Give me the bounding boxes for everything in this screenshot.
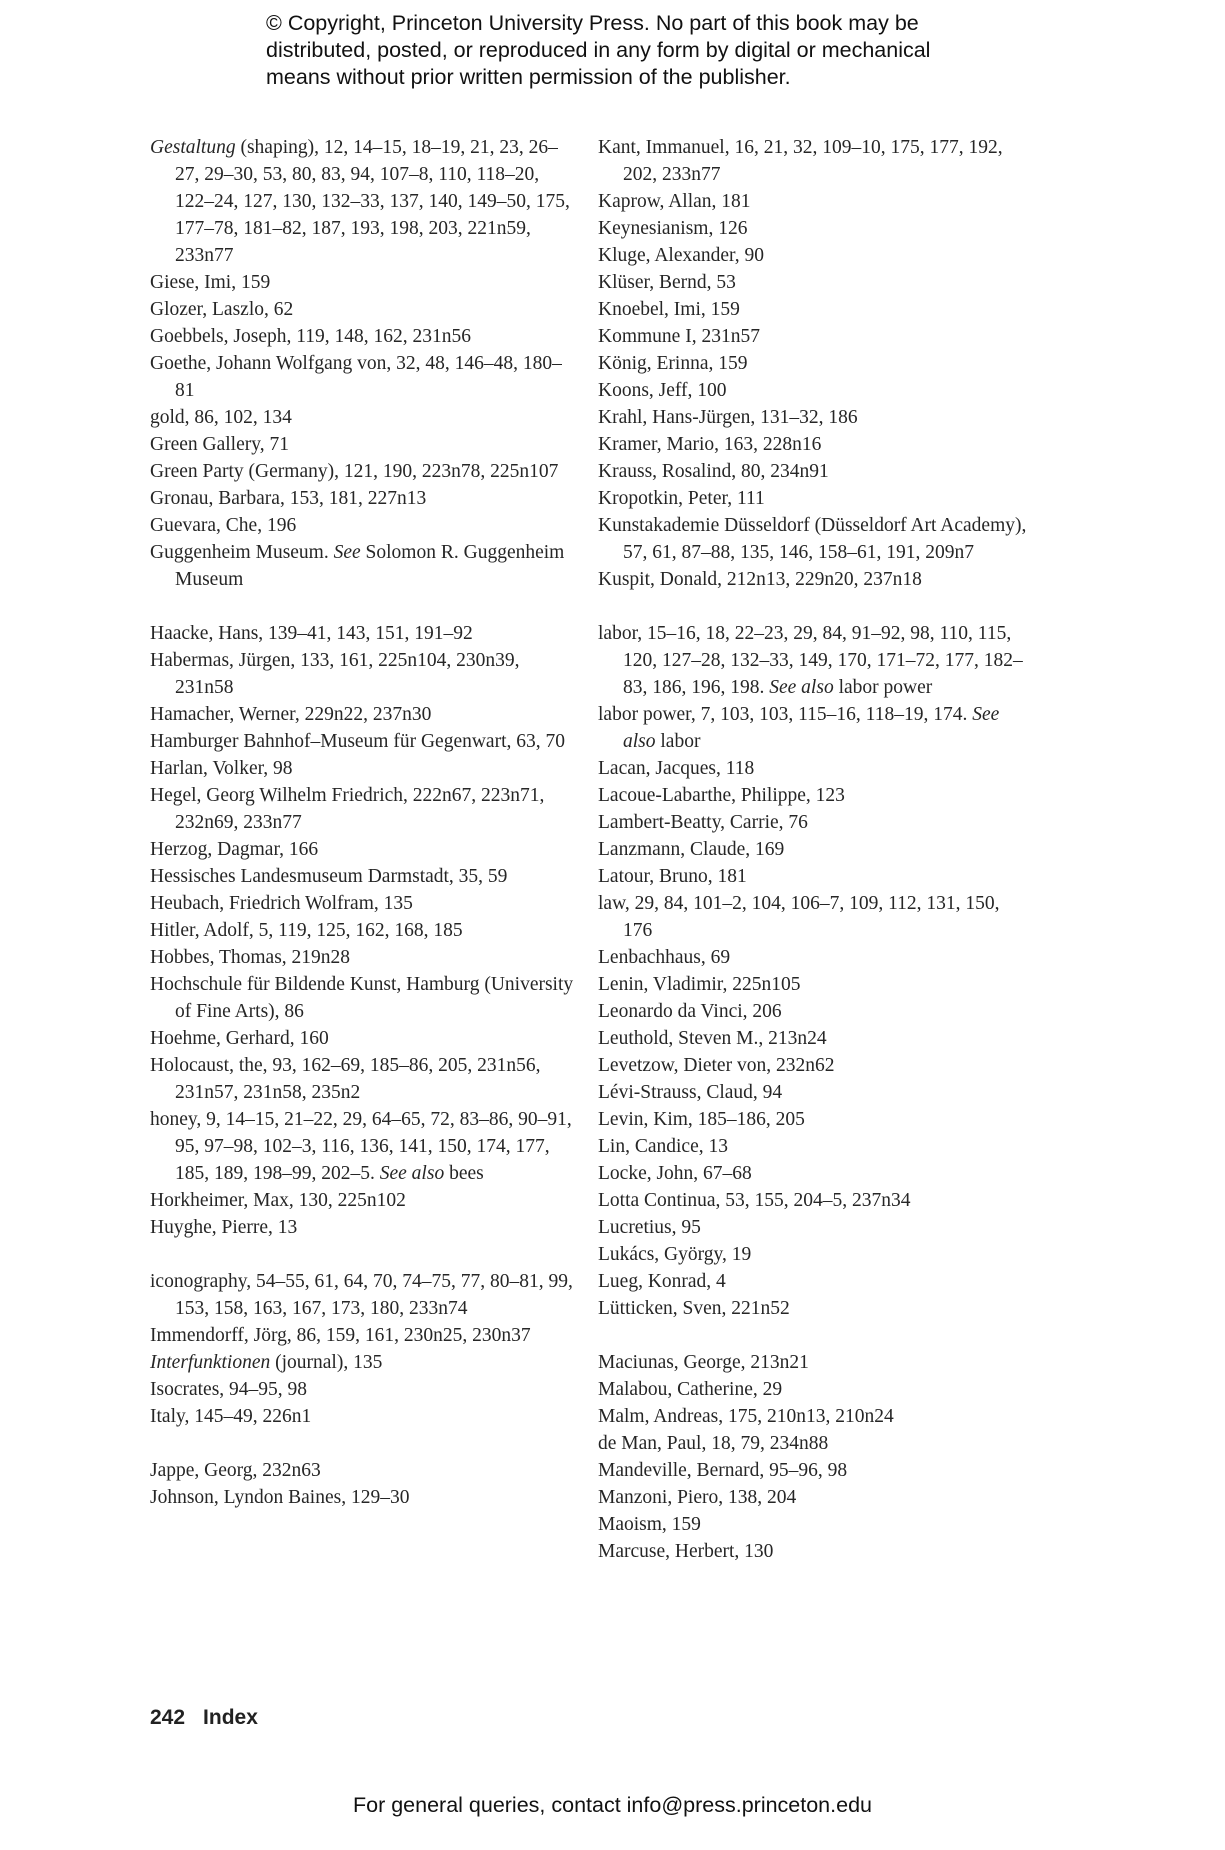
entry-text: Kramer, Mario, 163, 228n16 [598,434,822,455]
index-entry [150,296,580,323]
index-entry [598,836,1028,863]
index-entry [598,1430,1028,1457]
index-entry [598,701,1028,755]
entry-text: Kuspit, Donald, 212n13, 229n20, 237n18 [598,569,922,590]
entry-text: Kommune I, 231n57 [598,326,760,347]
entry-text: Malm, Andreas, 175, 210n13, 210n24 [598,1406,894,1427]
index-entry [150,1025,580,1052]
entry-text: Levetzow, Dieter von, 232n62 [598,1055,835,1076]
entry-text: labor, 15–16, 18, 22–23, 29, 84, 91–92, 98, 110, 115, 120, 127–28, 132–33, 149, 170, 171–72, 177, 182–83, 186, 196, 198. [598,623,1023,698]
entry-text: Glozer, Laszlo, 62 [150,299,294,320]
entry-text: Guevara, Che, 196 [150,515,297,536]
index-entry [150,890,580,917]
page-number: 242 [150,1706,186,1729]
index-letter-gap [150,1241,580,1268]
index-entry [150,1106,580,1187]
entry-text: Kluge, Alexander, 90 [598,245,765,266]
entry-text: Lévi-Strauss, Claud, 94 [598,1082,783,1103]
index-entry [598,134,1028,188]
entry-text: Hessisches Landesmuseum Darmstadt, 35, 59 [150,866,508,887]
index-entry [150,1268,580,1322]
entry-text: Goethe, Johann Wolfgang von, 32, 48, 146–48, 180–81 [150,353,562,401]
index-entry [598,998,1028,1025]
entry-text: law, 29, 84, 101–2, 104, 106–7, 109, 112, 131, 150, 176 [598,893,1000,941]
entry-text: Lambert-Beatty, Carrie, 76 [598,812,808,833]
index-column-left [150,134,580,1511]
contact-notice: For general queries, contact info@press.princeton.edu [352,1793,872,1817]
index-entry [150,458,580,485]
entry-text: Kunstakademie Düsseldorf (Düsseldorf Art Academy), 57, 61, 87–88, 135, 146, 158–61, 191, 209n7 [598,515,1027,563]
index-entry [150,1457,580,1484]
index-entry [598,1052,1028,1079]
entry-text: Lueg, Konrad, 4 [598,1271,726,1292]
index-column-right [598,134,1028,1565]
index-entry [150,350,580,404]
index-entry [598,620,1028,701]
entry-text: Mandeville, Bernard, 95–96, 98 [598,1460,848,1481]
entry-text: König, Erinna, 159 [598,353,748,374]
entry-text: Holocaust, the, 93, 162–69, 185–86, 205, 231n56, 231n57, 231n58, 235n2 [150,1055,541,1103]
page-footer [150,1706,258,1730]
entry-text: Hamburger Bahnhof–Museum für Gegenwart, 63, 70 [150,731,566,752]
entry-text: Green Party (Germany), 121, 190, 223n78, 225n107 [150,461,559,482]
index-entry [150,134,580,269]
entry-text: Knoebel, Imi, 159 [598,299,740,320]
index-entry [598,1484,1028,1511]
entry-text: Lacoue-Labarthe, Philippe, 123 [598,785,845,806]
entry-text: Levin, Kim, 185–186, 205 [598,1109,805,1130]
entry-text: Lucretius, 95 [598,1217,701,1238]
entry-text: Immendorff, Jörg, 86, 159, 161, 230n25, 230n37 [150,1325,531,1346]
entry-text: Giese, Imi, 159 [150,272,271,293]
entry-text: Hegel, Georg Wilhelm Friedrich, 222n67, 223n71, 232n69, 233n77 [150,785,545,833]
entry-text: (journal), 135 [270,1352,383,1373]
index-entry [150,836,580,863]
entry-reference-target: labor [655,731,701,752]
entry-text: Latour, Bruno, 181 [598,866,747,887]
index-entry [150,755,580,782]
entry-text: Hoehme, Gerhard, 160 [150,1028,329,1049]
entry-cross-reference: See also [769,677,834,698]
entry-text: gold, 86, 102, 134 [150,407,292,428]
index-entry [598,1214,1028,1241]
section-title: Index [203,1706,258,1729]
copyright-line: means without prior written permission of the publisher. [266,65,791,89]
index-entry [150,782,580,836]
index-entry [598,1295,1028,1322]
entry-text: Kropotkin, Peter, 111 [598,488,765,509]
copyright-line: © Copyright, Princeton University Press. No part of this book may be [266,11,919,35]
index-entry [598,890,1028,944]
index-entry [150,431,580,458]
entry-text: Maciunas, George, 213n21 [598,1352,809,1373]
entry-text: Klüser, Bernd, 53 [598,272,736,293]
entry-text: Leuthold, Steven M., 213n24 [598,1028,827,1049]
entry-text: Lotta Continua, 53, 155, 204–5, 237n34 [598,1190,911,1211]
entry-text: Jappe, Georg, 232n63 [150,1460,321,1481]
index-entry [150,701,580,728]
index-entry [150,1214,580,1241]
entry-text: de Man, Paul, 18, 79, 234n88 [598,1433,829,1454]
entry-text: Hobbes, Thomas, 219n28 [150,947,351,968]
entry-text: Italy, 145–49, 226n1 [150,1406,312,1427]
entry-text: Manzoni, Piero, 138, 204 [598,1487,797,1508]
index-entry [598,242,1028,269]
index-entry [598,1187,1028,1214]
entry-text: iconography, 54–55, 61, 64, 70, 74–75, 77, 80–81, 99, 153, 158, 163, 167, 173, 180, 233n74 [150,1271,573,1319]
index-letter-gap [598,593,1028,620]
entry-italic-term: Interfunktionen [150,1352,271,1373]
index-entry [598,1511,1028,1538]
index-entry [150,485,580,512]
index-entry [150,917,580,944]
entry-text: Haacke, Hans, 139–41, 143, 151, 191–92 [150,623,473,644]
entry-text: (shaping), 12, 14–15, 18–19, 21, 23, 26–27, 29–30, 53, 80, 83, 94, 107–8, 110, 118–20, 122–24, 127, 130, 132–33, 137, 140, 149–50, 175, 177–78, 181–82, 187, 193, 198, 203, 221n59, 233n77 [175,137,570,266]
copyright-line: distributed, posted, or reproduced in any form by digital or mechanical [266,38,931,62]
entry-text: Johnson, Lyndon Baines, 129–30 [150,1487,410,1508]
entry-text: Maoism, 159 [598,1514,701,1535]
index-entry [150,269,580,296]
index-entry [598,755,1028,782]
entry-text: Harlan, Volker, 98 [150,758,293,779]
index-entry [598,863,1028,890]
entry-reference-target: Solomon R. Guggenheim Museum [175,542,565,590]
entry-text: Hamacher, Werner, 229n22, 237n30 [150,704,432,725]
entry-text: Lin, Candice, 13 [598,1136,728,1157]
entry-italic-term: Gestaltung [150,137,236,158]
index-entry [150,1484,580,1511]
index-entry [598,1025,1028,1052]
entry-text: Locke, John, 67–68 [598,1163,752,1184]
entry-text: Hochschule für Bildende Kunst, Hamburg (University of Fine Arts), 86 [150,974,574,1022]
index-entry [598,1133,1028,1160]
entry-text: Horkheimer, Max, 130, 225n102 [150,1190,406,1211]
index-entry [598,1106,1028,1133]
entry-text: Marcuse, Herbert, 130 [598,1541,774,1562]
entry-text: labor power, 7, 103, 103, 115–16, 118–19, 174. [598,704,973,725]
index-entry [598,566,1028,593]
entry-text: Herzog, Dagmar, 166 [150,839,319,860]
entry-text: Green Gallery, 71 [150,434,289,455]
entry-text: Lanzmann, Claude, 169 [598,839,785,860]
entry-text: Habermas, Jürgen, 133, 161, 225n104, 230n39, 231n58 [150,650,520,698]
index-letter-gap [150,1430,580,1457]
index-entry [598,809,1028,836]
entry-text: Kant, Immanuel, 16, 21, 32, 109–10, 175, 177, 192, 202, 233n77 [598,137,1003,185]
entry-text: Lenin, Vladimir, 225n105 [598,974,801,995]
entry-reference-target: bees [444,1163,484,1184]
entry-text: Gronau, Barbara, 153, 181, 227n13 [150,488,427,509]
index-entry [598,404,1028,431]
index-entry [150,863,580,890]
entry-text: Kaprow, Allan, 181 [598,191,751,212]
index-letter-gap [598,1322,1028,1349]
entry-text: Krahl, Hans-Jürgen, 131–32, 186 [598,407,858,428]
index-entry [598,1268,1028,1295]
index-entry [150,404,580,431]
entry-text: Lukács, György, 19 [598,1244,752,1265]
entry-text: Isocrates, 94–95, 98 [150,1379,308,1400]
index-entry [150,323,580,350]
index-entry [598,350,1028,377]
entry-reference-target: labor power [833,677,933,698]
index-entry [150,1376,580,1403]
index-entry [150,620,580,647]
entry-text: Goebbels, Joseph, 119, 148, 162, 231n56 [150,326,472,347]
entry-text: Lenbachhaus, 69 [598,947,731,968]
entry-cross-reference: See also [379,1163,445,1184]
entry-text: Keynesianism, 126 [598,218,748,239]
index-entry [598,431,1028,458]
entry-text: Huyghe, Pierre, 13 [150,1217,298,1238]
entry-text: Lacan, Jacques, 118 [598,758,755,779]
copyright-notice [266,10,986,91]
index-entry [598,296,1028,323]
index-entry [598,971,1028,998]
entry-text: Guggenheim Museum. [150,542,334,563]
index-entry [150,971,580,1025]
index-entry [150,944,580,971]
index-entry [598,188,1028,215]
index-letter-gap [150,593,580,620]
index-entry [598,1376,1028,1403]
index-entry [598,215,1028,242]
entry-text: Lütticken, Sven, 221n52 [598,1298,790,1319]
index-entry [150,1403,580,1430]
index-entry [150,539,580,593]
entry-text: Hitler, Adolf, 5, 119, 125, 162, 168, 185 [150,920,463,941]
index-entry [598,1349,1028,1376]
index-entry [598,1538,1028,1565]
index-entry [598,1457,1028,1484]
index-entry [598,1160,1028,1187]
index-entry [150,1052,580,1106]
index-entry [598,323,1028,350]
entry-text: Leonardo da Vinci, 206 [598,1001,782,1022]
index-entry [598,1241,1028,1268]
index-entry [598,458,1028,485]
index-entry [598,1403,1028,1430]
entry-text: honey, 9, 14–15, 21–22, 29, 64–65, 72, 83–86, 90–91, 95, 97–98, 102–3, 116, 136, 141, 150, 174, 177, 185, 189, 198–99, 202–5. [150,1109,572,1184]
entry-text: Heubach, Friedrich Wolfram, 135 [150,893,413,914]
index-entry [598,377,1028,404]
index-entry [150,1349,580,1376]
entry-text: Malabou, Catherine, 29 [598,1379,783,1400]
index-entry [598,485,1028,512]
index-entry [150,512,580,539]
index-entry [598,1079,1028,1106]
index-entry [150,728,580,755]
entry-text: Koons, Jeff, 100 [598,380,727,401]
index-entry [598,782,1028,809]
entry-text: Krauss, Rosalind, 80, 234n91 [598,461,829,482]
index-entry [150,1187,580,1214]
index-entry [598,512,1028,566]
index-entry [598,269,1028,296]
index-entry [150,1322,580,1349]
entry-cross-reference: See also [623,704,1000,752]
index-entry [150,647,580,701]
entry-cross-reference: See [333,542,361,563]
index-entry [598,944,1028,971]
